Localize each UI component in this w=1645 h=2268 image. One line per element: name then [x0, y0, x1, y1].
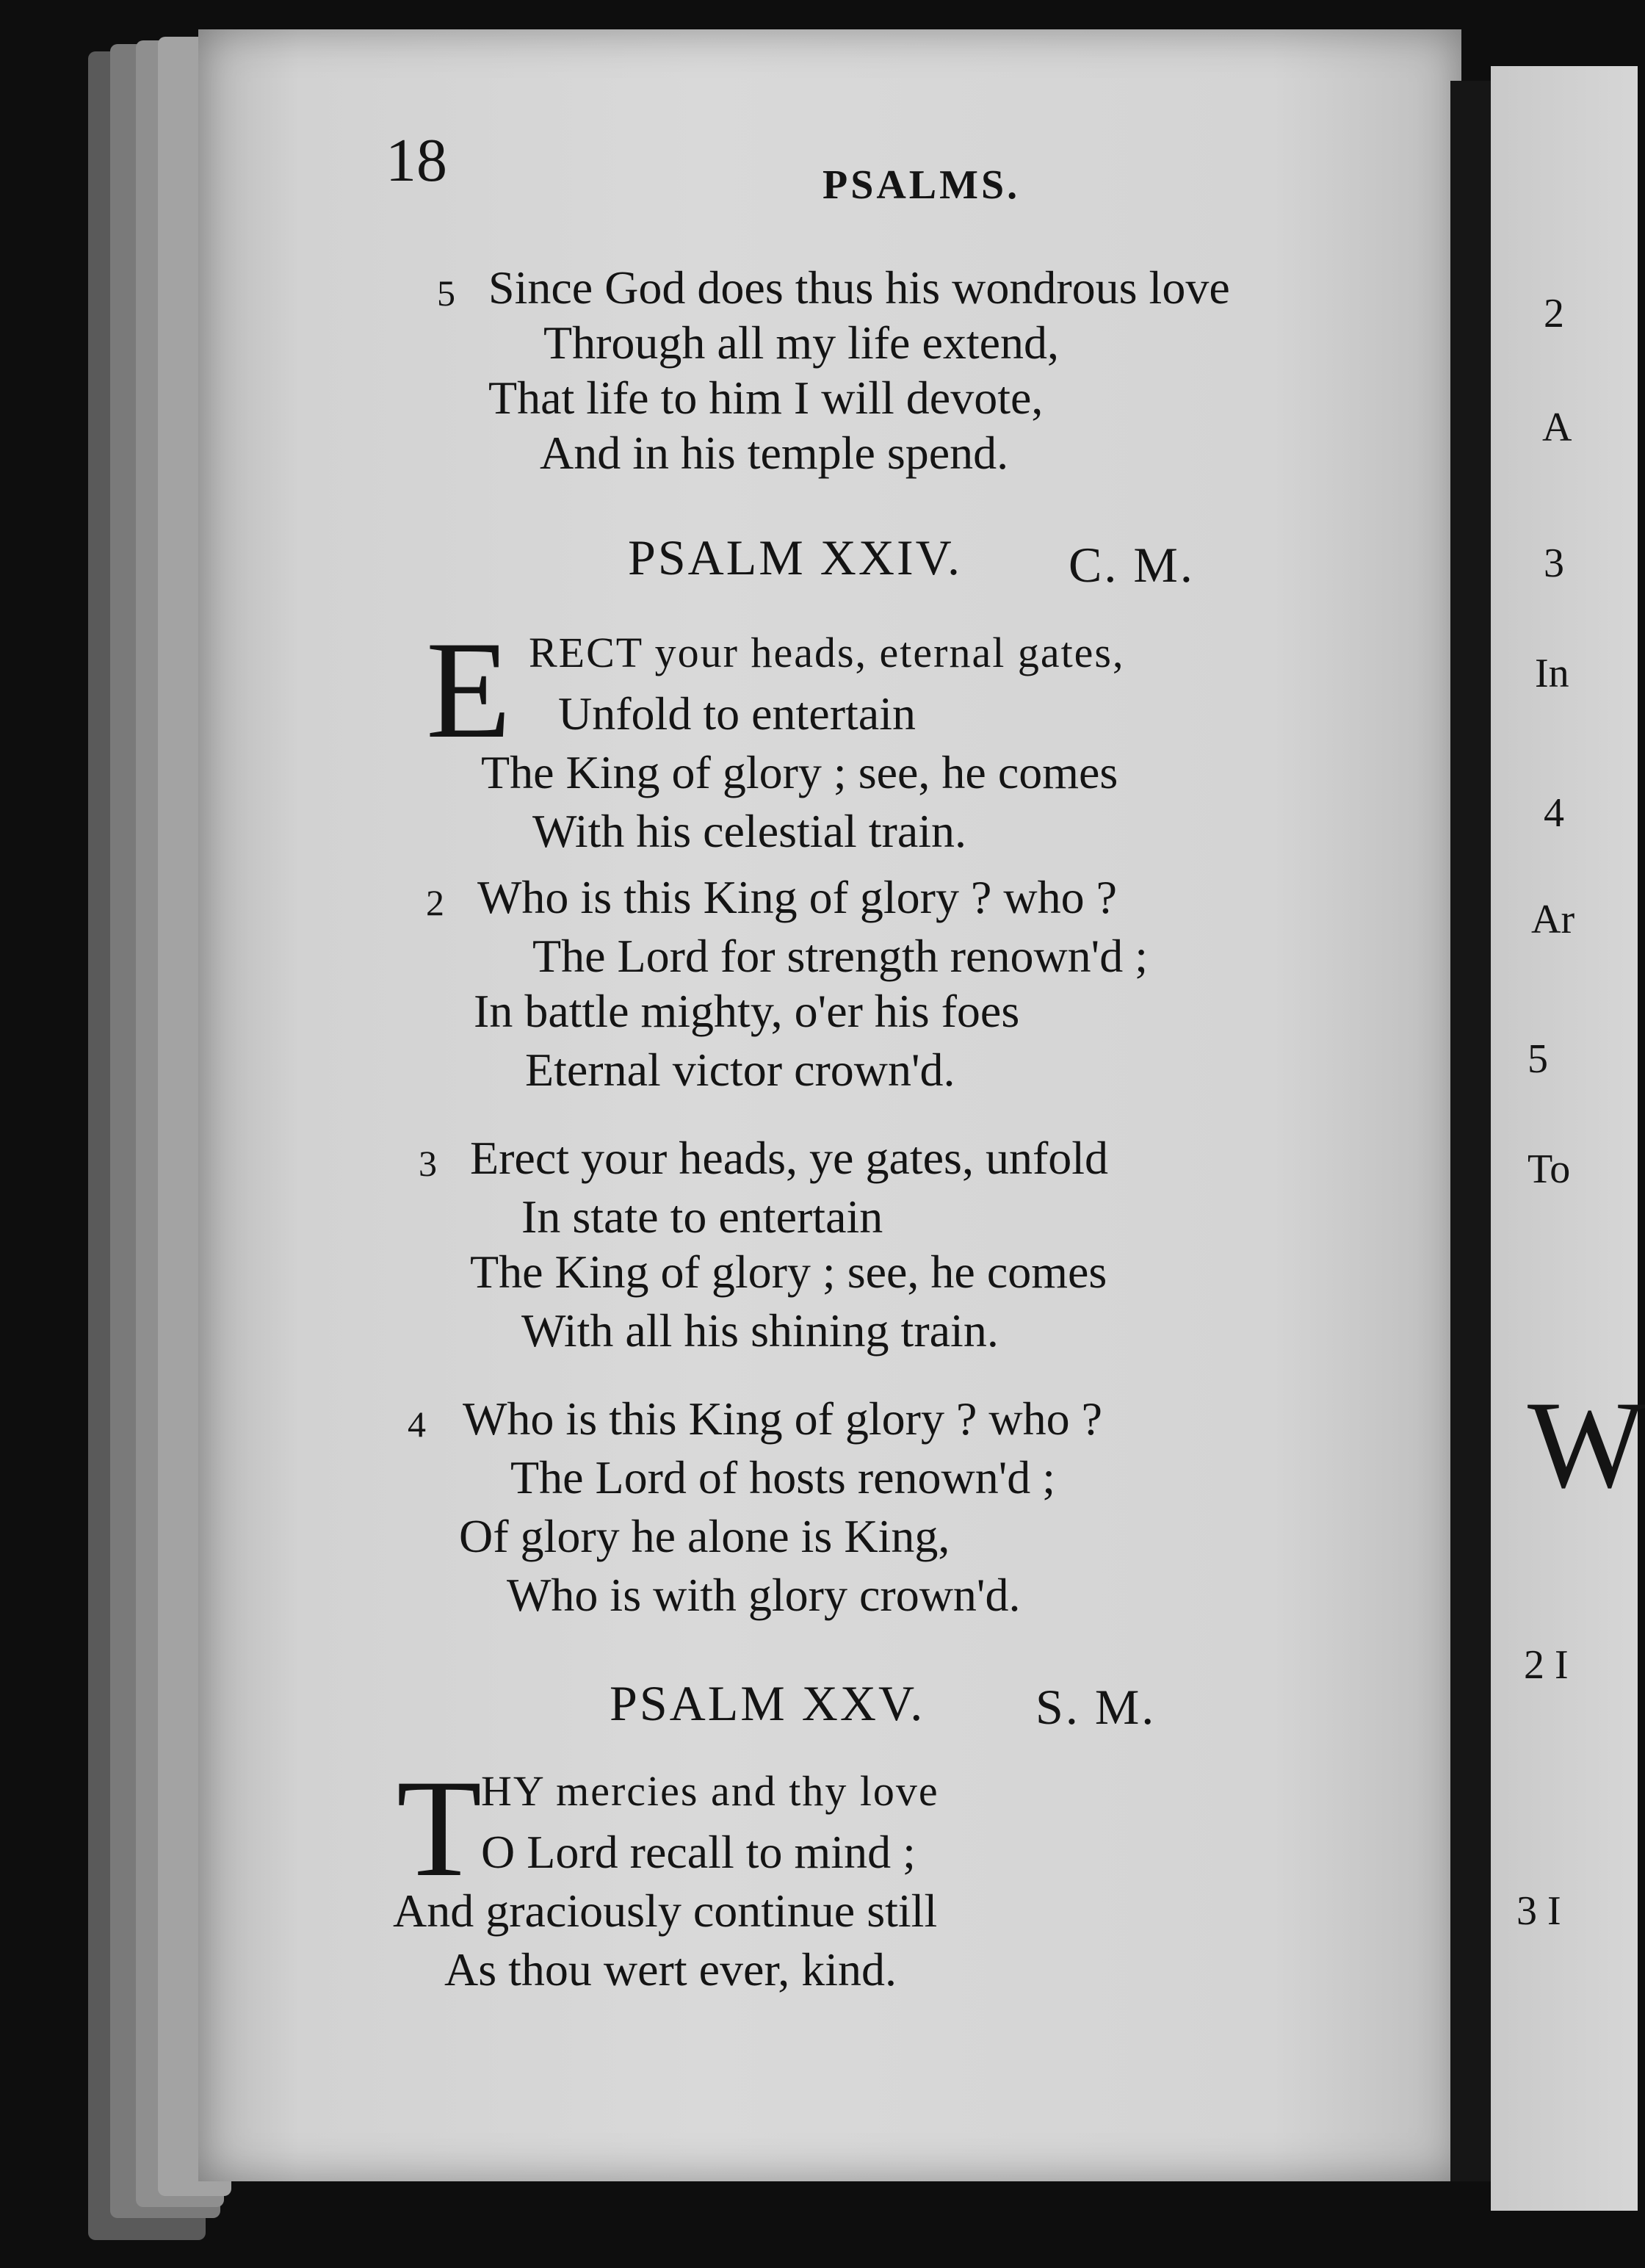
verse-line: Who is with glory crown'd. [507, 1569, 1021, 1621]
verse-line: Through all my life extend, [543, 317, 1060, 369]
verse-line: In battle mighty, o'er his foes [474, 985, 1020, 1037]
page-number: 18 [386, 126, 447, 195]
verse-line: And graciously continue still [393, 1885, 938, 1937]
verse-line: The Lord for strength renown'd ; [532, 930, 1148, 982]
verse-line: As thou wert ever, kind. [444, 1943, 897, 1996]
facing-page-fragment: 3 [1544, 541, 1564, 586]
verse-line: HY mercies and thy love [481, 1767, 939, 1815]
verse-line: Unfold to entertain [558, 687, 916, 740]
facing-page-fragment: To [1528, 1146, 1571, 1192]
verse-line: RECT your heads, eternal gates, [529, 629, 1125, 676]
book-gutter [1450, 81, 1491, 2181]
facing-page-fragment: A [1542, 405, 1572, 450]
verse-number: 2 [426, 882, 444, 923]
verse-line: Since God does thus his wondrous love [488, 261, 1230, 314]
facing-page-fragment: W [1528, 1376, 1645, 1514]
facing-page-fragment: 5 [1528, 1036, 1548, 1082]
verse-number: 3 [419, 1143, 437, 1184]
drop-cap: E [426, 613, 512, 768]
verse-line: Who is this King of glory ? who ? [463, 1393, 1102, 1445]
facing-page-fragment: 2 [1544, 291, 1564, 336]
psalm-meter: S. M. [1035, 1679, 1157, 1735]
facing-page-fragment: 4 [1544, 790, 1564, 836]
verse-line: The King of glory ; see, he comes [470, 1246, 1107, 1298]
psalm-title: PSALM XXV. [610, 1675, 925, 1731]
verse-line: The Lord of hosts renown'd ; [510, 1451, 1056, 1503]
verse-line: O Lord recall to mind ; [481, 1826, 916, 1878]
verse-line: With all his shining train. [521, 1304, 999, 1357]
verse-line: That life to him I will devote, [488, 372, 1044, 424]
verse-line: Eternal victor crown'd. [525, 1044, 955, 1096]
drop-cap: T [397, 1752, 482, 1906]
psalm-meter: C. M. [1069, 537, 1195, 593]
psalm-title: PSALM XXIV. [628, 530, 962, 585]
facing-page-fragment: 2 I [1524, 1642, 1569, 1688]
verse-line: The King of glory ; see, he comes [481, 746, 1118, 798]
facing-page-fragment: Ar [1531, 897, 1575, 942]
verse-line: And in his temple spend. [540, 427, 1009, 479]
facing-page [1491, 66, 1645, 2211]
verse-line: Of glory he alone is King, [459, 1510, 950, 1562]
verse-line: In state to entertain [521, 1191, 883, 1243]
verse-line: With his celestial train. [532, 805, 967, 857]
running-head: PSALMS. [822, 162, 1021, 208]
book-page [198, 29, 1461, 2181]
verse-line: Who is this King of glory ? who ? [477, 871, 1117, 923]
facing-page-fragment: 3 I [1516, 1888, 1561, 1934]
verse-number: 4 [408, 1404, 426, 1445]
verse-number: 5 [437, 272, 455, 314]
facing-page-fragment: In [1535, 651, 1569, 696]
verse-line: Erect your heads, ye gates, unfold [470, 1132, 1109, 1184]
